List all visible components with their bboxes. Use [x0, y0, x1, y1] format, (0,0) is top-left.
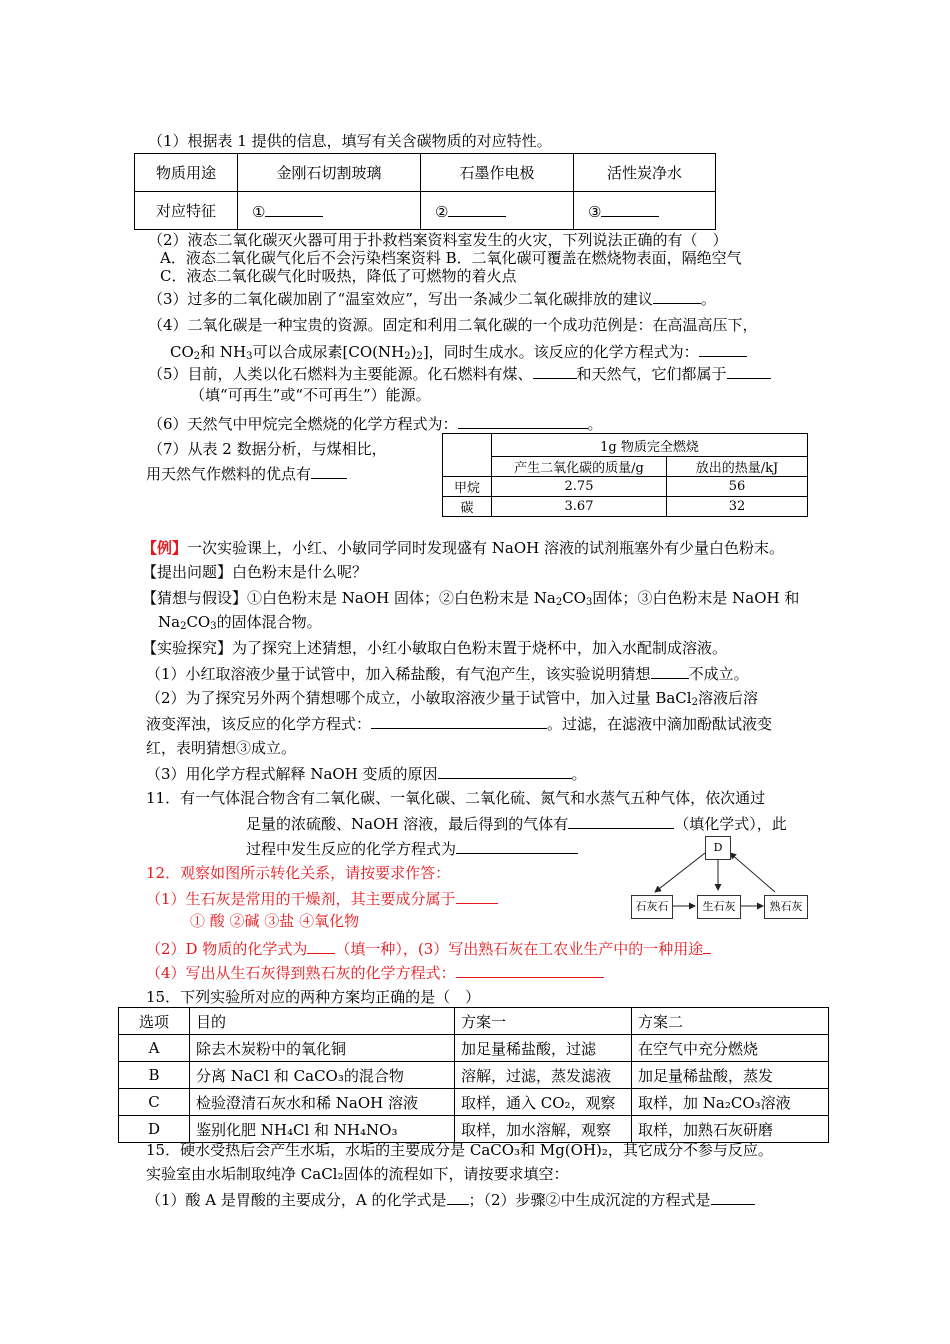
table-cell: 金刚石切割玻璃	[238, 154, 421, 192]
table-cell: B	[119, 1062, 190, 1089]
text: （2）D 物质的化学式为	[146, 940, 308, 958]
example-tag: 【例】	[142, 539, 188, 557]
example-question: 【提出问题】白色粉末是什么呢？	[142, 563, 368, 581]
table-cell: D	[119, 1116, 190, 1143]
table-cell	[443, 434, 492, 477]
table-carbon-uses	[134, 153, 716, 230]
q15-title: 15．下列实验所对应的两种方案均正确的是（ ）	[146, 988, 481, 1006]
q5-line2: （填“可再生”或“不可再生”）能源。	[190, 386, 431, 404]
answer-blank[interactable]	[653, 288, 701, 304]
answer-blank[interactable]	[601, 201, 659, 217]
q5-line1	[148, 363, 771, 384]
q11-line3	[246, 838, 578, 859]
circled-number: ②	[435, 202, 449, 221]
text: CO	[170, 343, 194, 361]
table-cell: 鉴别化肥 NH₄Cl 和 NH₄NO₃	[190, 1116, 455, 1143]
answer-blank[interactable]	[456, 888, 498, 904]
text: 可以合成尿素[CO(NH	[252, 343, 405, 361]
table-cell: 分离 NaCl 和 CaCO₃的混合物	[190, 1062, 455, 1089]
table-cell: 对应特征	[135, 192, 238, 230]
q12-step2	[146, 938, 711, 959]
answer-blank[interactable]	[438, 763, 572, 779]
text: 用天然气作燃料的优点有	[146, 465, 312, 483]
q12-step1	[146, 888, 498, 909]
table-header: 选项	[119, 1008, 190, 1035]
q15b-line1: 15．硬水受热后会产生水垢，水垢的主要成分是 CaCO₃和 Mg(OH)₂，其它成分不参与反应。	[146, 1141, 773, 1159]
table-row	[119, 1116, 829, 1143]
q6-line: （6）天然气中甲烷完全燃烧的化学方程式为： 。	[148, 415, 603, 433]
example-step2-line2	[146, 713, 772, 734]
table-cell: 取样，通入 CO₂，观察	[455, 1089, 632, 1116]
table-cell: 取样，加 Na₂CO₃溶液	[632, 1089, 829, 1116]
node-d: D	[705, 836, 731, 860]
answer-blank[interactable]	[651, 663, 689, 679]
answer-blank[interactable]	[568, 813, 674, 829]
answer-blank[interactable]	[307, 938, 335, 954]
circled-number: ③	[588, 202, 602, 221]
q11-line2	[246, 813, 787, 834]
answer-blank[interactable]	[447, 1189, 469, 1205]
table-cell: 32	[667, 497, 808, 517]
text: 和天然气，它们都属于	[576, 365, 727, 383]
text: （2）为了探究另外两个猜想哪个成立，小敏取溶液少量于试管中，加入过量 BaCl	[146, 689, 692, 707]
text: 液变浑浊，该反应的化学方程式：	[146, 715, 372, 733]
example-step2-line1: （2）为了探究另外两个猜想哪个成立，小敏取溶液少量于试管中，加入过量 BaCl$_2$溶液后溶	[146, 689, 758, 708]
table-row	[135, 192, 716, 230]
answer-cell-1[interactable]	[238, 192, 421, 230]
q15b-line3	[146, 1189, 755, 1210]
example-step3: （3）用化学方程式解释 NaOH 变质的原因 。	[146, 765, 587, 783]
table-cell: 在空气中充分燃烧	[632, 1035, 829, 1062]
table-cell: 取样，加熟石灰研磨	[632, 1116, 829, 1143]
table-cell: 加足量稀盐酸，过滤	[455, 1035, 632, 1062]
table-cell: 加足量稀盐酸，蒸发	[632, 1062, 829, 1089]
arrow-slakedlime-to-d	[730, 853, 775, 892]
answer-blank[interactable]	[533, 363, 577, 379]
node-slakedlime: 熟石灰	[764, 895, 808, 919]
table-cell: 溶解，过滤，蒸发滤液	[455, 1062, 632, 1089]
q2-line: （2）液态二氧化碳灭火器可用于扑救档案资料室发生的火灾，下列说法正确的有（ ）	[148, 231, 728, 249]
example-explore: 【实验探究】为了探究上述猜想，小红小敏取白色粉末置于烧杯中，加入水配制成溶液。	[142, 639, 728, 657]
table-cell: 2.75	[492, 477, 667, 497]
answer-blank[interactable]	[703, 938, 711, 954]
answer-blank[interactable]	[711, 1189, 755, 1205]
text: 足量的浓硫酸、NaOH 溶液，最后得到的气体有	[246, 815, 569, 833]
table-row	[443, 477, 808, 497]
table-cell: 物质用途	[135, 154, 238, 192]
table-header: 方案二	[632, 1008, 829, 1035]
table-header: 目的	[190, 1008, 455, 1035]
text: （填化学式），此	[674, 815, 787, 833]
text: （6）天然气中甲烷完全燃烧的化学方程式为：	[148, 415, 458, 433]
answer-blank[interactable]	[448, 201, 506, 217]
text: 过程中发生反应的化学方程式为	[246, 840, 457, 858]
answer-blank[interactable]	[458, 413, 588, 429]
node-limestone: 石灰石	[631, 895, 673, 919]
example-guess2: $Na_2CO_3$的固体混合物。	[158, 613, 322, 632]
arrow-d-to-limestone	[655, 853, 705, 892]
table-header: 方案一	[455, 1008, 632, 1035]
q15b-line2: 实验室由水垢制取纯净 CaCl₂固体的流程如下，请按要求填空：	[146, 1165, 569, 1183]
text: ；（2）步骤②中生成沉淀的方程式是	[468, 1191, 711, 1209]
answer-blank[interactable]	[727, 363, 771, 379]
table-cell: 碳	[443, 497, 492, 517]
text: 。过滤，在滤液中滴加酚酞试液变	[547, 715, 773, 733]
q4-line1: （4）二氧化碳是一种宝贵的资源。固定和利用二氧化碳的一个成功范例是：在高温高压下，	[148, 316, 758, 334]
text: CO	[186, 613, 211, 631]
table-row	[443, 457, 808, 477]
table-combustion	[442, 433, 808, 517]
text: （1）酸 A 是胃酸的主要成分，A 的化学式是	[146, 1191, 447, 1209]
answer-blank[interactable]	[456, 962, 604, 978]
q4-line2: $CO_2$和 $NH_3$可以合成尿素$[CO(NH_2)_2]$，同时生成水。该反应的化学方程式为：	[170, 341, 747, 362]
answer-blank[interactable]	[265, 201, 323, 217]
q3-text: （3）过多的二氧化碳加剧了“温室效应”，写出一条减少二氧化碳排放的建议	[148, 290, 653, 308]
table-row	[443, 497, 808, 517]
text: 和 NH	[200, 343, 247, 361]
table-row	[443, 434, 808, 457]
table-cell: 除去木炭粉中的氧化铜	[190, 1035, 455, 1062]
text: （3）用化学方程式解释 NaOH 变质的原因	[146, 765, 438, 783]
answer-cell-3[interactable]	[574, 192, 716, 230]
answer-blank[interactable]	[371, 713, 547, 729]
text: （1）生石灰是常用的干燥剂，其主要成分属于	[146, 890, 456, 908]
table-cell: 活性炭净水	[574, 154, 716, 192]
answer-cell-2[interactable]	[421, 192, 574, 230]
text: Na	[158, 613, 181, 631]
q11-line1: 11．有一气体混合物含有二氧化碳、一氧化碳、二氧化硫、氮气和水蒸气五种气体，依次通过	[146, 789, 766, 807]
table-cell: C	[119, 1089, 190, 1116]
table-cell: 取样，加水溶解，观察	[455, 1116, 632, 1143]
q12-title: 12．观察如图所示转化关系，请按要求作答：	[146, 864, 451, 882]
table-experiments	[118, 1007, 829, 1143]
text: 固体；③白色粉末是 NaOH 和	[592, 589, 800, 607]
table-row	[119, 1089, 829, 1116]
text: （填一种），(3）写出熟石灰在工农业生产中的一种用途	[335, 940, 704, 958]
table-row	[119, 1062, 829, 1089]
text: )	[410, 343, 417, 361]
table-cell: 56	[667, 477, 808, 497]
answer-blank[interactable]	[699, 341, 747, 357]
q12-step4	[146, 962, 604, 983]
table-cell: 检验澄清石灰水和稀 NaOH 溶液	[190, 1089, 455, 1116]
table-header: 放出的热量/kJ	[667, 457, 808, 477]
table-cell: 3.67	[492, 497, 667, 517]
text: 溶液后溶	[697, 689, 758, 707]
table-cell: 甲烷	[443, 477, 492, 497]
text: （4）写出从生石灰得到熟石灰的化学方程式：	[146, 964, 456, 982]
text: （5）目前，人类以化石燃料为主要能源。化石燃料有煤、	[148, 365, 533, 383]
text: 【猜想与假设】①白色粉末是 NaOH 固体；②白色粉末是 Na	[142, 589, 556, 607]
table-header: 产生二氧化碳的质量/g	[492, 457, 667, 477]
table-row	[119, 1008, 829, 1035]
table-row	[119, 1035, 829, 1062]
text: 的固体混合物。	[216, 613, 322, 631]
answer-blank[interactable]	[456, 838, 578, 854]
text: 不成立。	[688, 665, 749, 683]
text: （1）小红取溶液少量于试管中，加入稀盐酸，有气泡产生，该实验说明猜想	[146, 665, 651, 683]
text: 一次实验课上，小红、小敏同学同时发现盛有 NaOH 溶液的试剂瓶塞外有少量白色粉末。	[187, 539, 785, 557]
q7-line1: （7）从表 2 数据分析，与煤相比，	[148, 440, 387, 458]
table-cell: A	[119, 1035, 190, 1062]
text: ]，同时生成水。该反应的化学方程式为：	[422, 343, 699, 361]
table-cell: 石墨作电极	[421, 154, 574, 192]
node-quicklime: 生石灰	[697, 895, 741, 919]
q1-intro: （1）根据表 1 提供的信息，填写有关含碳物质的对应特性。	[148, 132, 552, 150]
q3-line: （3）过多的二氧化碳加剧了“温室效应”，写出一条减少二氧化碳排放的建议 。	[148, 290, 716, 308]
text: CO	[562, 589, 586, 607]
table-title: 1g 物质完全燃烧	[492, 434, 808, 457]
example-step2-line3: 红，表明猜想③成立。	[146, 739, 297, 757]
example-step1	[146, 663, 749, 684]
circled-number: ①	[252, 202, 266, 221]
q2-option-a: A．液态二氧化碳气化后不会污染档案资料 B．二氧化碳可覆盖在燃烧物表面，隔绝空气	[160, 249, 742, 267]
q2-option-c: C．液态二氧化碳气化时吸热，降低了可燃物的着火点	[160, 267, 517, 285]
table-row	[135, 154, 716, 192]
q12-options: ① 酸 ②碱 ③盐 ④氧化物	[190, 912, 360, 930]
example-guess1: 【猜想与假设】①白色粉末是 NaOH 固体；②白色粉末是 $Na_2CO_3$固体；③白色粉末是 NaOH 和	[142, 589, 800, 608]
answer-blank[interactable]	[311, 463, 347, 479]
example-line	[142, 538, 784, 558]
q7-line2	[146, 463, 347, 484]
